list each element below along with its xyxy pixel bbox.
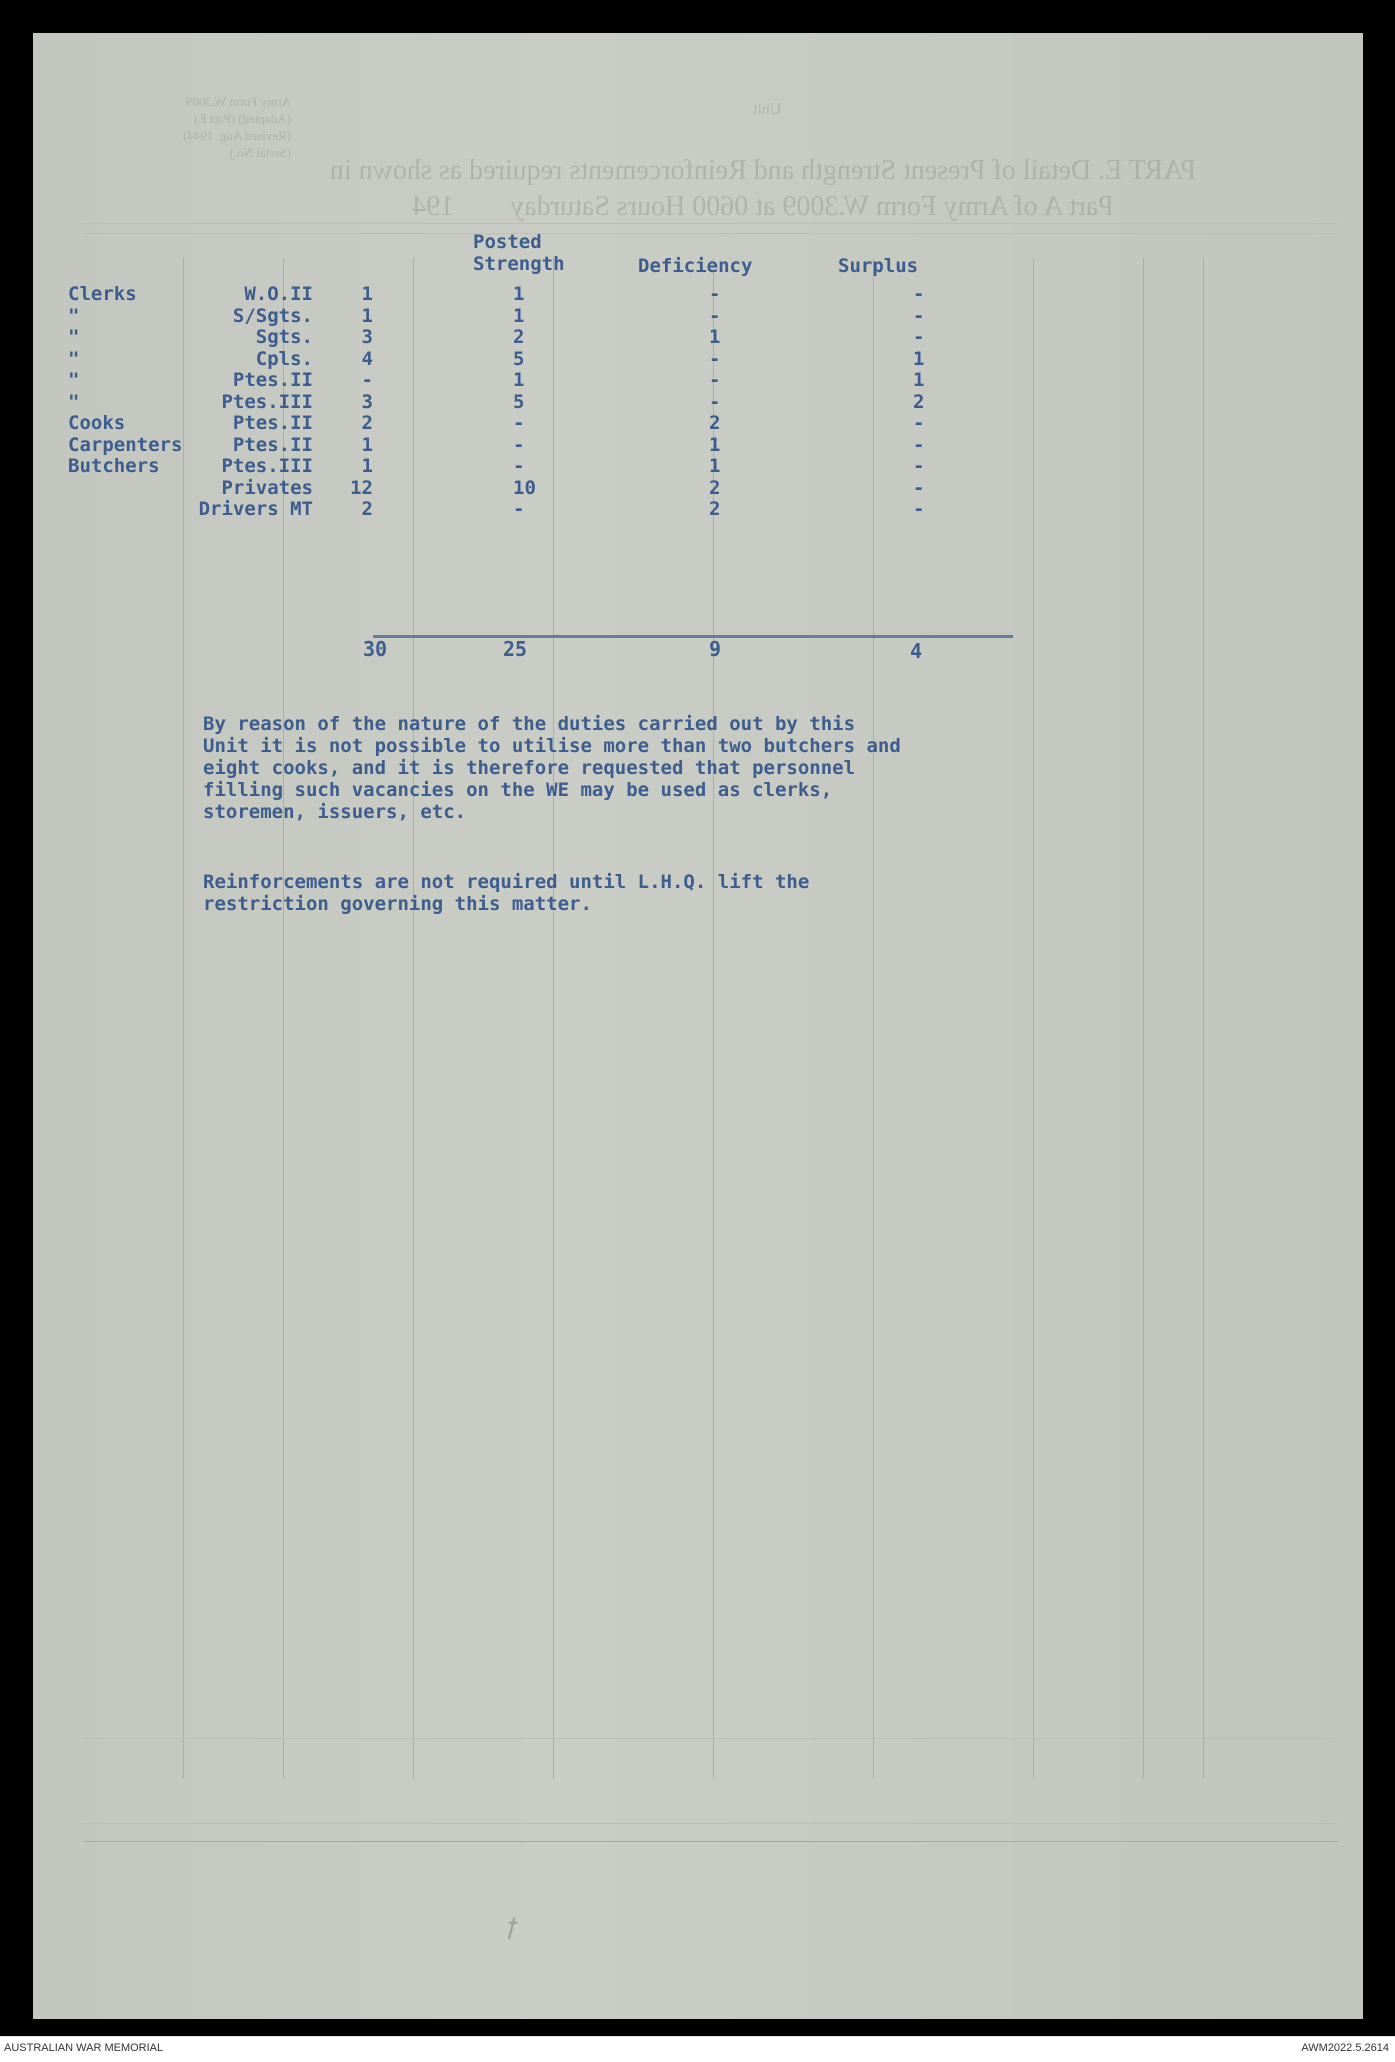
total-posted: 25	[503, 637, 528, 661]
deficiency-cell: -	[709, 347, 721, 370]
surplus-cell: -	[913, 476, 925, 499]
deficiency-cell: -	[709, 390, 721, 413]
establishment-cell: 4	[361, 347, 373, 370]
establishment-cell: 3	[361, 326, 373, 348]
surplus-cell: -	[913, 283, 925, 305]
ghost-column-rule	[1203, 258, 1204, 1779]
deficiency-cell: 1	[709, 326, 721, 348]
ghost-row-rule	[83, 233, 1338, 234]
ghost-part-e-header: PART E. Detail of Present Strength and Reinforcements required as shown in Part A of Army Form W.3009 at 0600 Hours Saturday 194	[329, 155, 1197, 222]
establishment-cell: 1	[361, 283, 373, 305]
posted-cell: -	[513, 455, 525, 477]
establishment-cell: 1	[361, 433, 373, 456]
establishment-cell: 12	[350, 476, 373, 499]
surplus-cell: -	[913, 433, 925, 456]
deficiency-cell: -	[709, 369, 721, 391]
establishment-cell: 2	[361, 412, 373, 434]
rank-cell: Ptes.II	[232, 369, 313, 391]
trade-cell: "	[68, 304, 80, 327]
posted-cell: 5	[513, 347, 525, 370]
document-page	[33, 33, 1363, 2019]
total-deficiency: 9	[709, 637, 722, 661]
deficiency-cell: 1	[709, 433, 721, 456]
ghost-column-rule	[553, 258, 554, 1779]
posted-cell: 5	[513, 390, 525, 413]
posted-cell: -	[513, 433, 525, 456]
deficiency-cell: 2	[709, 476, 721, 499]
ghost-column-rule	[873, 258, 874, 1779]
establishment-cell: 1	[361, 455, 373, 477]
rank-cell: Ptes.II	[232, 412, 313, 434]
surplus-cell: -	[913, 326, 925, 348]
posted-cell: 1	[513, 369, 525, 391]
deficiency-cell: 2	[709, 498, 721, 520]
posted-cell: 1	[513, 283, 525, 305]
ghost-row-rule	[83, 1841, 1338, 1842]
total-surplus: 4	[910, 639, 923, 663]
surplus-cell: -	[913, 455, 925, 477]
trade-cell: "	[68, 326, 80, 348]
archive-reference: AWM2022.5.2614	[1301, 2042, 1389, 2054]
establishment-cell: 2	[361, 498, 373, 520]
surplus-header: Surplus	[838, 255, 919, 277]
surplus-cell: -	[913, 412, 925, 434]
posted-cell: -	[513, 498, 525, 520]
rank-cell: Ptes.III	[221, 455, 313, 477]
archive-name: AUSTRALIAN WAR MEMORIAL	[4, 2042, 164, 2054]
note-paragraph-2: Reinforcements are not required until L.H.Q. lift the restriction governing this matter.	[203, 871, 810, 915]
totals-rule	[373, 635, 1013, 638]
deficiency-cell: -	[709, 283, 721, 305]
surplus-cell: 1	[913, 347, 925, 370]
ghost-row-rule	[83, 1738, 1338, 1739]
signature-mark: ꝉ	[503, 1915, 515, 1946]
posted-cell: 2	[513, 326, 525, 348]
deficiency-cell: 1	[709, 455, 721, 477]
trade-cell: Clerks	[68, 283, 137, 305]
surplus-cell: -	[913, 498, 925, 520]
surplus-cell: -	[913, 304, 925, 327]
note-paragraph-1: By reason of the nature of the duties carried out by this Unit it is not possible to utilise more than two butchers and eight cooks, and it is therefore requested that personnel filling such vacancies on the WE may be used as clerks, storemen, issuers, etc.	[203, 713, 901, 823]
deficiency-header: Deficiency	[638, 255, 753, 277]
surplus-cell: 2	[913, 390, 925, 413]
trade-cell: "	[68, 390, 80, 413]
rank-cell: Ptes.II	[232, 433, 313, 456]
trade-cell: "	[68, 369, 80, 391]
posted-cell: 1	[513, 304, 525, 327]
establishment-cell: 1	[361, 304, 373, 327]
trade-cell: Carpenters	[68, 433, 183, 456]
posted-cell: 10	[513, 476, 536, 499]
ghost-unit-label: Unit	[753, 101, 782, 118]
establishment-cell: -	[361, 369, 373, 391]
trade-cell: Butchers	[68, 455, 160, 477]
rank-cell: S/Sgts.	[232, 304, 313, 327]
ghost-row-rule	[83, 223, 1338, 224]
trade-cell: Cooks	[68, 412, 126, 434]
total-establishment: 30	[363, 637, 388, 661]
trade-cell: "	[68, 347, 80, 370]
archive-footer	[0, 2036, 1395, 2062]
deficiency-cell: 2	[709, 412, 721, 434]
rank-cell: Privates	[221, 476, 313, 499]
rank-cell: W.O.II	[244, 283, 313, 305]
rank-cell: Sgts.	[255, 326, 313, 348]
ghost-column-rule	[1143, 258, 1144, 1779]
surplus-cell: 1	[913, 369, 925, 391]
ghost-row-rule	[83, 1823, 1338, 1824]
ghost-column-rule	[1033, 258, 1034, 1779]
rank-cell: Drivers MT	[198, 498, 313, 520]
deficiency-cell: -	[709, 304, 721, 327]
rank-cell: Cpls.	[255, 347, 313, 370]
posted-cell: -	[513, 412, 525, 434]
ghost-form-number: Army Form W.3009 (Adapted) (Part E) (Revised Aug. 1944) (Serial No.)	[183, 94, 291, 160]
ghost-column-rule	[413, 258, 414, 1779]
establishment-cell: 3	[361, 390, 373, 413]
rank-cell: Ptes.III	[221, 390, 313, 413]
posted-strength-header: Posted Strength	[473, 231, 565, 275]
